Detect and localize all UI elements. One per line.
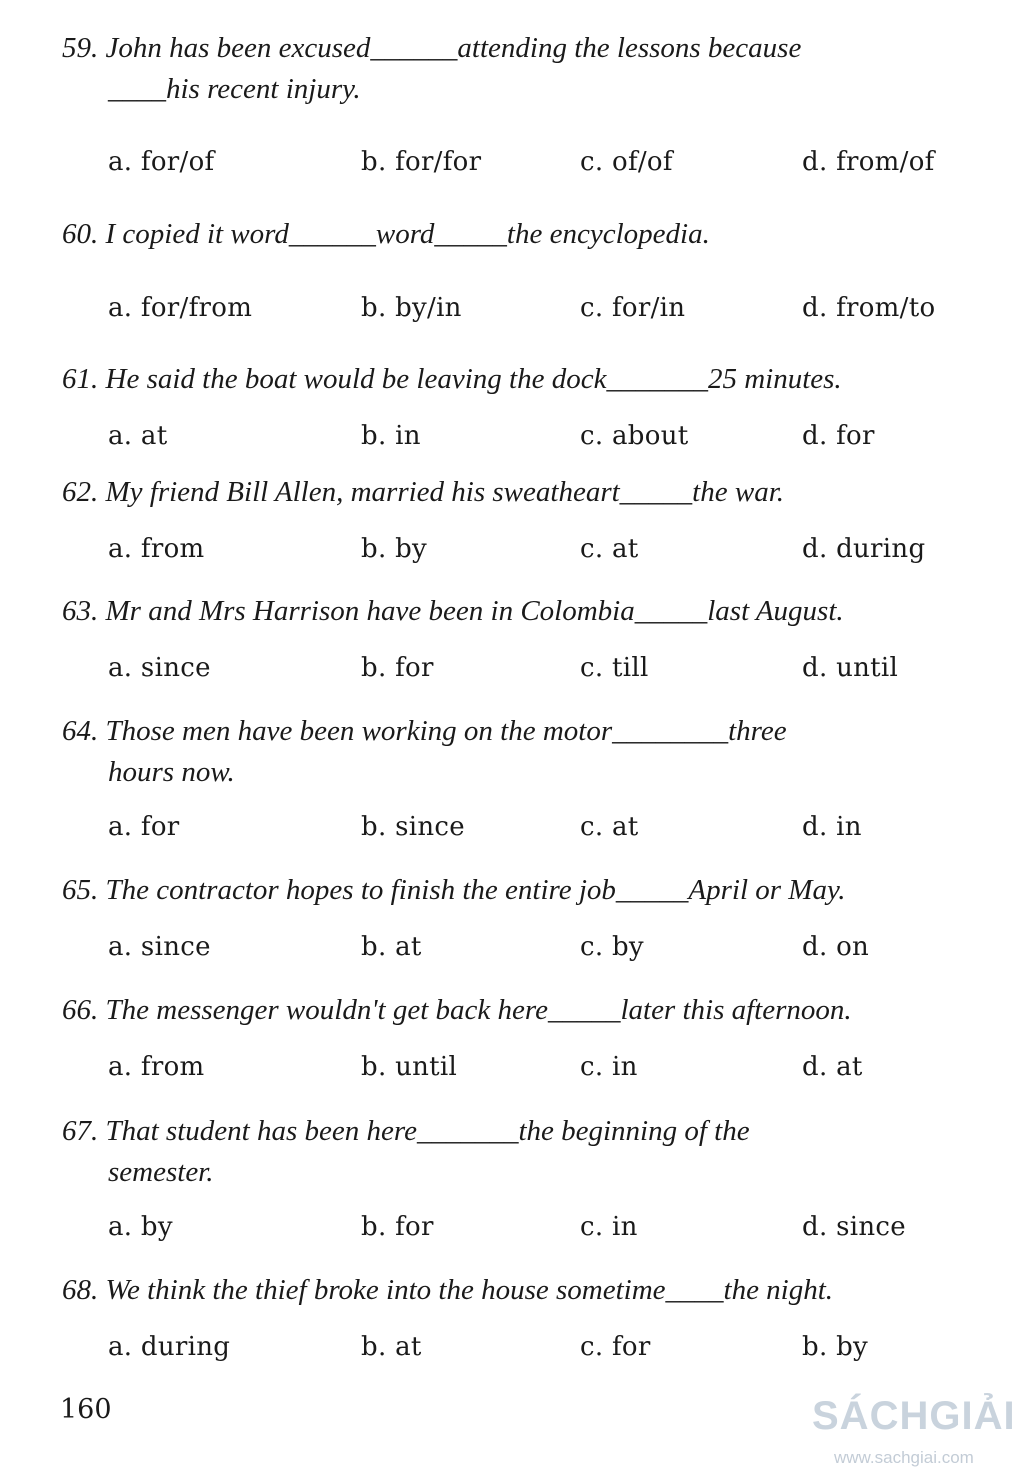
watermark-brand: SÁCHGIẢI — [812, 1394, 1016, 1438]
option-c[interactable]: c. for — [580, 1332, 651, 1362]
options-66 — [108, 1047, 988, 1087]
question-number: 67. — [62, 1115, 99, 1147]
page-number: 160 — [60, 1394, 112, 1425]
question-number: 59. — [62, 32, 99, 64]
option-b[interactable]: b. until — [361, 1052, 458, 1082]
question-59 — [62, 28, 984, 110]
option-d[interactable]: d. until — [802, 653, 899, 683]
option-b[interactable]: b. by/in — [361, 293, 462, 323]
options-68 — [108, 1327, 988, 1367]
option-d[interactable]: d. from/to — [802, 293, 936, 323]
option-d[interactable]: d. on — [802, 932, 870, 962]
question-text: I copied it word______word_____the encyclopedia. — [105, 218, 710, 250]
options-61 — [108, 416, 988, 456]
question-66 — [62, 990, 984, 1031]
option-b[interactable]: b. for/for — [361, 147, 482, 177]
question-number: 62. — [62, 476, 99, 508]
option-d[interactable]: d. for — [802, 421, 875, 451]
question-number: 63. — [62, 595, 99, 627]
watermark-url: www.sachgiai.com — [834, 1448, 974, 1467]
question-number: 66. — [62, 994, 99, 1026]
question-text-continued: ____his recent injury. — [108, 73, 361, 105]
option-a[interactable]: a. from — [108, 534, 205, 564]
option-b[interactable]: b. since — [361, 812, 465, 842]
option-c[interactable]: c. for/in — [580, 293, 686, 323]
option-a[interactable]: a. for/of — [108, 147, 215, 177]
option-a[interactable]: a. since — [108, 932, 211, 962]
question-number: 60. — [62, 218, 99, 250]
option-d[interactable]: d. since — [802, 1212, 906, 1242]
option-b[interactable]: b. for — [361, 653, 434, 683]
option-d[interactable]: d. from/of — [802, 147, 935, 177]
option-c[interactable]: c. in — [580, 1212, 638, 1242]
options-59 — [108, 142, 988, 182]
question-number: 61. — [62, 363, 99, 395]
question-text: Those men have been working on the motor________three — [105, 715, 787, 747]
question-number: 68. — [62, 1274, 99, 1306]
question-number: 65. — [62, 874, 99, 906]
question-text-continued: semester. — [108, 1156, 214, 1188]
question-61 — [62, 359, 984, 400]
question-63 — [62, 591, 984, 632]
option-d[interactable]: d. in — [802, 812, 862, 842]
question-67 — [62, 1111, 984, 1193]
option-c[interactable]: c. of/of — [580, 147, 673, 177]
question-text: My friend Bill Allen, married his sweatheart_____the war. — [105, 476, 785, 508]
option-a[interactable]: a. for — [108, 812, 180, 842]
option-c[interactable]: c. at — [580, 812, 639, 842]
watermark-logo — [812, 1392, 1018, 1474]
option-c[interactable]: c. at — [580, 534, 639, 564]
question-60 — [62, 214, 984, 255]
option-c[interactable]: c. till — [580, 653, 649, 683]
option-b[interactable]: b. at — [361, 1332, 422, 1362]
option-a[interactable]: a. from — [108, 1052, 205, 1082]
question-text: John has been excused______attending the lessons because — [105, 32, 802, 64]
question-65 — [62, 870, 984, 911]
question-text: The messenger wouldn't get back here_____later this afternoon. — [105, 994, 852, 1026]
question-text: We think the thief broke into the house sometime____the night. — [105, 1274, 834, 1306]
question-62 — [62, 472, 984, 513]
option-b[interactable]: b. in — [361, 421, 421, 451]
option-a[interactable]: a. for/from — [108, 293, 253, 323]
question-64 — [62, 711, 984, 793]
options-64 — [108, 807, 988, 847]
option-b[interactable]: b. for — [361, 1212, 434, 1242]
option-a[interactable]: a. at — [108, 421, 168, 451]
option-b[interactable]: b. by — [361, 534, 428, 564]
question-text: He said the boat would be leaving the dock_______25 minutes. — [105, 363, 842, 395]
option-a[interactable]: a. during — [108, 1332, 231, 1362]
question-68 — [62, 1270, 984, 1311]
option-c[interactable]: c. by — [580, 932, 644, 962]
option-b[interactable]: b. at — [361, 932, 422, 962]
question-text: Mr and Mrs Harrison have been in Colombia_____last August. — [105, 595, 844, 627]
options-62 — [108, 529, 988, 569]
option-a[interactable]: a. by — [108, 1212, 173, 1242]
options-67 — [108, 1207, 988, 1247]
options-63 — [108, 648, 988, 688]
options-60 — [108, 288, 988, 328]
option-c[interactable]: c. in — [580, 1052, 638, 1082]
question-text: That student has been here_______the beginning of the — [105, 1115, 750, 1147]
question-text: The contractor hopes to finish the entire job_____April or May. — [105, 874, 846, 906]
question-number: 64. — [62, 715, 99, 747]
question-text-continued: hours now. — [108, 756, 235, 788]
option-a[interactable]: a. since — [108, 653, 211, 683]
options-65 — [108, 927, 988, 967]
option-c[interactable]: c. about — [580, 421, 689, 451]
option-d[interactable]: d. during — [802, 534, 926, 564]
option-d[interactable]: d. at — [802, 1052, 863, 1082]
option-d[interactable]: b. by — [802, 1332, 869, 1362]
